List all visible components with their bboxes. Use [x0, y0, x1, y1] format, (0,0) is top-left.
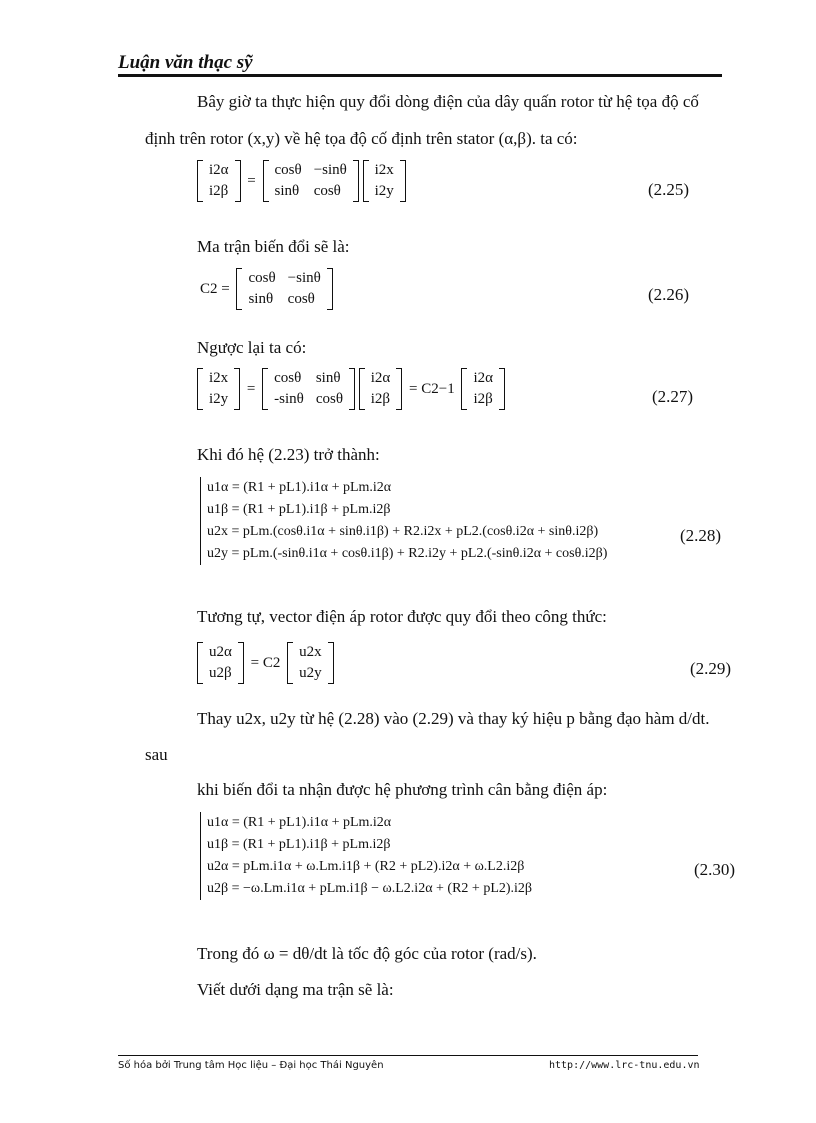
cell: sinθ — [315, 370, 341, 386]
paragraph-9: Viết dưới dạng ma trận sẽ là: — [197, 980, 394, 999]
cell: sinθ — [248, 291, 274, 307]
c2-inverse: = C2−1 — [409, 380, 455, 397]
paragraph-8: Trong đó ω = dθ/dt là tốc độ góc của rotor (rad/s). — [197, 944, 537, 963]
cell: u2β — [209, 665, 232, 681]
cell: −sinθ — [313, 162, 347, 178]
equation-line: u1α = (R1 + pL1).i1α + pLm.i2α — [207, 480, 392, 495]
equation-number-2-29: (2.29) — [690, 659, 732, 678]
equation-2-28 — [200, 477, 607, 565]
mid-vector — [359, 368, 403, 410]
paragraph-3: Ngược lại ta có: — [197, 338, 307, 357]
header-rule — [118, 74, 722, 77]
cell: −sinθ — [287, 270, 321, 286]
cell: u2y — [299, 665, 322, 681]
paragraph-7: khi biến đổi ta nhận được hệ phương trình cân bằng điện áp: — [197, 780, 608, 799]
footer-rule — [118, 1055, 698, 1056]
equation-line: u1β = (R1 + pL1).i1β + pLm.i2β — [207, 837, 391, 852]
footer-url[interactable]: http://www.lrc-tnu.edu.vn — [549, 1060, 700, 1071]
equation-line: u1α = (R1 + pL1).i1α + pLm.i2α — [207, 815, 392, 830]
rhs-vector — [287, 642, 334, 684]
lhs-vector — [197, 160, 241, 202]
paragraph-6: Thay u2x, u2y từ hệ (2.28) vào (2.29) và thay ký hiệu p bằng đạo hàm d/dt. — [197, 709, 710, 728]
rhs-vector — [363, 160, 406, 202]
cell: i2β — [473, 391, 493, 407]
cell: i2x — [209, 370, 229, 386]
equation-number-2-25: (2.25) — [648, 180, 690, 199]
paragraph-4: Khi đó hệ (2.23) trở thành: — [197, 445, 380, 464]
cell: -sinθ — [274, 391, 304, 407]
document-header: Luận văn thạc sỹ — [118, 52, 253, 73]
cell: cosθ — [313, 183, 341, 199]
equation-2-30 — [200, 812, 532, 900]
lhs-vector — [197, 642, 244, 684]
equation-2-27 — [197, 368, 505, 410]
equation-number-2-28: (2.28) — [680, 526, 722, 545]
equation-line: u2β = −ω.Lm.i1α + pLm.i1β − ω.L2.i2α + (R2 + pL2).i2β — [207, 881, 533, 896]
paragraph-6b: sau — [145, 745, 168, 764]
cell: i2α — [209, 162, 229, 178]
equals-sign: = — [246, 380, 256, 397]
cell: u2α — [209, 644, 232, 660]
cell: i2α — [370, 370, 391, 386]
equation-number-2-27: (2.27) — [652, 387, 694, 406]
cell: i2β — [370, 391, 391, 407]
footer-source: Số hóa bởi Trung tâm Học liệu – Đại học Thái Nguyên — [118, 1060, 384, 1071]
equation-line: u1β = (R1 + pL1).i1β + pLm.i2β — [207, 502, 391, 517]
cell: cosθ — [287, 291, 315, 307]
cell: sinθ — [274, 183, 300, 199]
cell: i2y — [374, 183, 394, 199]
equation-number-2-26: (2.26) — [648, 285, 690, 304]
inverse-matrix — [262, 368, 355, 410]
cell: cosθ — [248, 270, 276, 286]
cell: u2x — [299, 644, 322, 660]
transform-matrix — [236, 268, 332, 310]
paragraph-1a: Bây giờ ta thực hiện quy đổi dòng điện của dây quấn rotor từ hệ tọa độ cố — [197, 92, 699, 111]
equation-2-29 — [197, 642, 334, 684]
rotation-matrix — [263, 160, 359, 202]
cell: i2y — [209, 391, 229, 407]
equation-number-2-30: (2.30) — [694, 860, 736, 879]
cell: cosθ — [274, 370, 302, 386]
cell: cosθ — [274, 162, 302, 178]
lhs-vector — [197, 368, 240, 410]
paragraph-1b: định trên rotor (x,y) về hệ tọa độ cố định trên stator (α,β). ta có: — [145, 129, 578, 148]
equals-sign: = — [247, 172, 256, 189]
c2-label: C2 = — [200, 280, 230, 297]
cell: i2β — [209, 183, 229, 199]
equation-2-25 — [197, 160, 406, 202]
equation-line: u2x = pLm.(cosθ.i1α + sinθ.i1β) + R2.i2x + pL2.(cosθ.i2α + sinθ.i2β) — [207, 524, 599, 539]
paragraph-5: Tương tự, vector điện áp rotor được quy đổi theo công thức: — [197, 607, 607, 626]
rhs-vector — [461, 368, 505, 410]
c2-operator: = C2 — [250, 654, 281, 671]
equation-line: u2α = pLm.i1α + ω.Lm.i1β + (R2 + pL2).i2α + ω.L2.i2β — [207, 859, 525, 874]
cell: i2α — [473, 370, 494, 386]
cell: cosθ — [315, 391, 344, 407]
paragraph-2: Ma trận biến đổi sẽ là: — [197, 237, 350, 256]
equation-2-26 — [197, 268, 333, 310]
cell: i2x — [374, 162, 394, 178]
equation-line: u2y = pLm.(-sinθ.i1α + cosθ.i1β) + R2.i2y + pL2.(-sinθ.i2α + cosθ.i2β) — [207, 546, 608, 561]
